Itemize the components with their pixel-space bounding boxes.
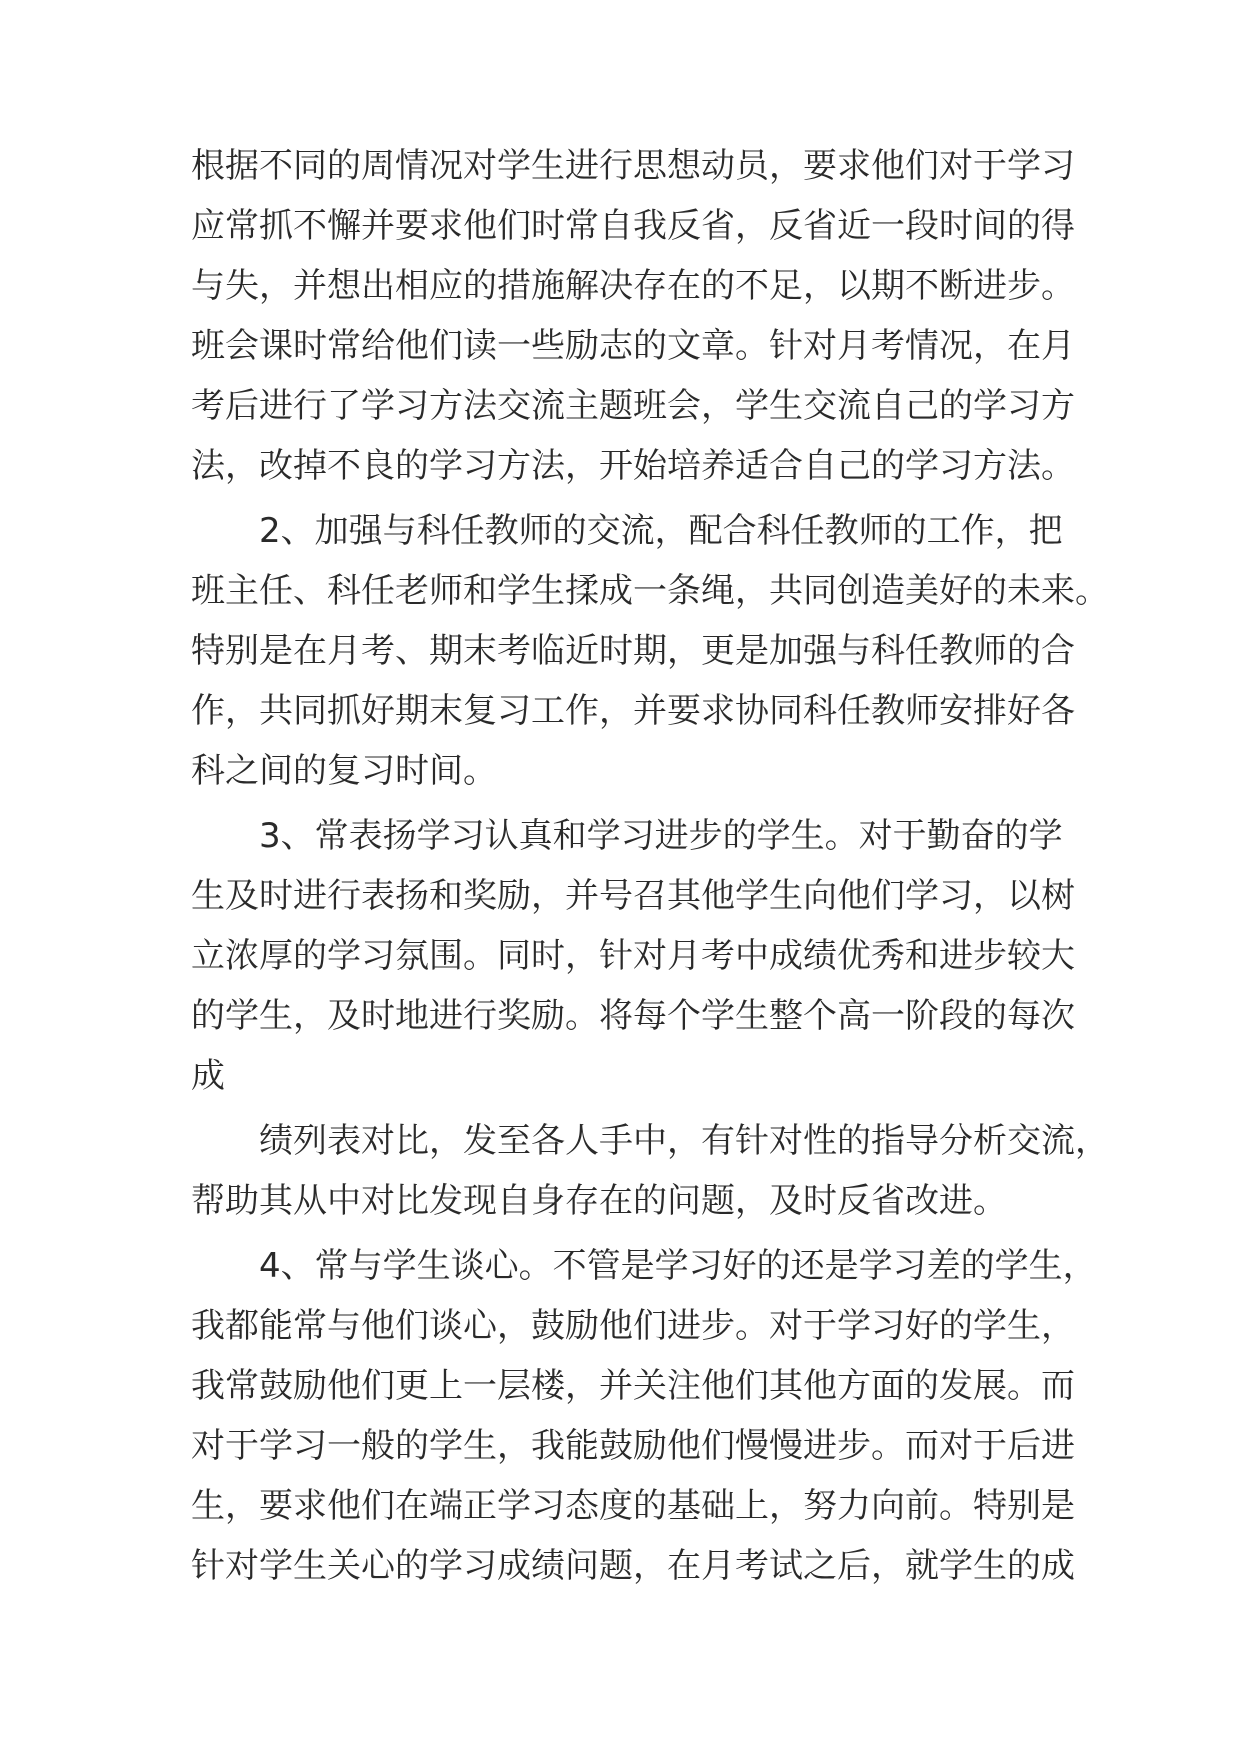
paragraph-start-line: 4、常与学生谈心。不管是学习好的还是学习差的学生， [259, 1246, 1097, 1286]
text-line: 根据不同的周情况对学生进行思想动员，要求他们对于学习 [191, 146, 1075, 186]
paragraph-start-line: 2、加强与科任教师的交流，配合科任教师的工作，把 [259, 511, 1063, 551]
text-line: 立浓厚的学习氛围。同时，针对月考中成绩优秀和进步较大 [191, 936, 1075, 976]
text-line: 成 [191, 1056, 225, 1096]
text-line: 考后进行了学习方法交流主题班会，学生交流自己的学习方 [191, 386, 1075, 426]
text-line: 生及时进行表扬和奖励，并号召其他学生向他们学习，以树 [191, 876, 1075, 916]
text-line: 帮助其从中对比发现自身存在的问题，及时反省改进。 [191, 1181, 1007, 1221]
text-line: 法，改掉不良的学习方法，开始培养适合自己的学习方法。 [191, 446, 1075, 486]
text-line: 特别是在月考、期末考临近时期，更是加强与科任教师的合 [191, 631, 1075, 671]
text-line: 作，共同抓好期末复习工作，并要求协同科任教师安排好各 [191, 691, 1075, 731]
text-line: 针对学生关心的学习成绩问题，在月考试之后，就学生的成 [191, 1546, 1075, 1586]
text-line: 班主任、科任老师和学生揉成一条绳，共同创造美好的未来。 [191, 571, 1109, 611]
paragraph-start-line: 3、常表扬学习认真和学习进步的学生。对于勤奋的学 [259, 816, 1063, 856]
text-line: 对于学习一般的学生，我能鼓励他们慢慢进步。而对于后进 [191, 1426, 1075, 1466]
paragraph-start-line: 绩列表对比，发至各人手中，有针对性的指导分析交流， [259, 1121, 1109, 1161]
text-line: 科之间的复习时间。 [191, 751, 497, 791]
text-line: 应常抓不懈并要求他们时常自我反省，反省近一段时间的得 [191, 206, 1075, 246]
text-line: 班会课时常给他们读一些励志的文章。针对月考情况，在月 [191, 326, 1075, 366]
text-line: 我常鼓励他们更上一层楼，并关注他们其他方面的发展。而 [191, 1366, 1075, 1406]
text-line: 的学生，及时地进行奖励。将每个学生整个高一阶段的每次 [191, 996, 1075, 1036]
text-line: 我都能常与他们谈心，鼓励他们进步。对于学习好的学生， [191, 1306, 1075, 1346]
text-line: 生，要求他们在端正学习态度的基础上，努力向前。特别是 [191, 1486, 1075, 1526]
text-line: 与失，并想出相应的措施解决存在的不足，以期不断进步。 [191, 266, 1075, 306]
